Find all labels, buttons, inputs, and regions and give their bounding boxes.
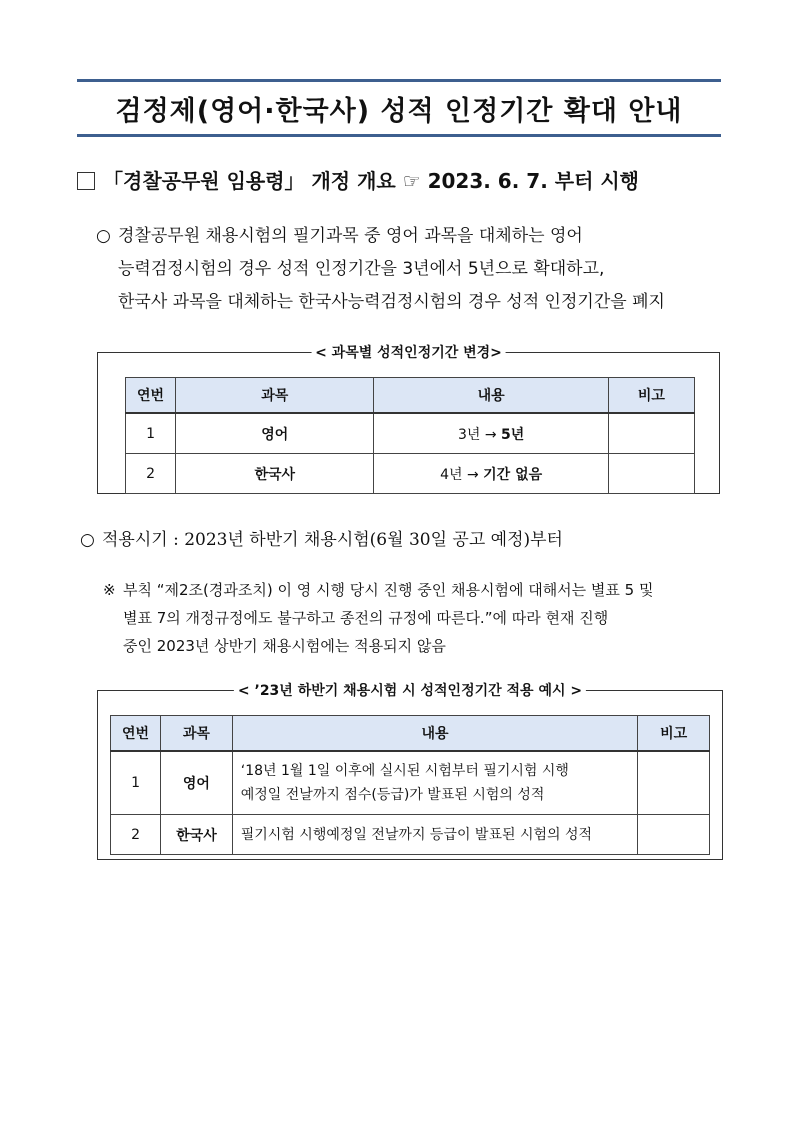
table-header-row [126, 378, 695, 414]
title-bar [77, 79, 721, 137]
content-line: 필기시험 시행예정일 전날까지 등급이 발표된 시험의 성적 [240, 826, 593, 843]
content-plain: 4년 → [440, 466, 484, 483]
cell-content [374, 413, 608, 454]
overview-line: 한국사 과목을 대체하는 한국사능력검정시험의 경우 성적 인정기간을 폐지 [118, 292, 665, 312]
timing-paragraph [80, 524, 706, 557]
section-heading-text: 「경찰공무원 임용령」 개정 개요 ☞ 2023. 6. 7. 부터 시행 [103, 169, 640, 193]
application-example-table [110, 715, 710, 855]
checkbox-icon [77, 172, 95, 190]
overview-paragraph [96, 220, 722, 319]
cell-no: 2 [111, 815, 161, 855]
cell-no: 1 [111, 751, 161, 815]
table2-caption: < ’23년 하반기 채용시험 시 성적인정기간 적용 예시 > [234, 680, 586, 700]
cell-note [608, 454, 694, 494]
cell-content [374, 454, 608, 494]
circle-bullet-icon: ○ [80, 530, 95, 550]
content-line: 예정일 전날까지 점수(등급)가 발표된 시험의 성적 [240, 787, 545, 803]
reference-mark-icon: ※ [103, 581, 116, 599]
page-title: 검정제(영어·한국사) 성적 인정기간 확대 안내 [115, 95, 683, 127]
content-line: ‘18년 1월 1일 이후에 실시된 시험부터 필기시험 시행 [240, 763, 569, 779]
col-header-content: 내용 [232, 716, 638, 752]
col-header-subject: 과목 [161, 716, 233, 752]
cell-note [608, 413, 694, 454]
overview-line [96, 220, 722, 253]
overview-line-text: 경찰공무원 채용시험의 필기과목 중 영어 과목을 대체하는 영어 [118, 226, 583, 246]
note-line: 중인 2023년 상반기 채용시험에는 적용되지 않음 [123, 637, 446, 655]
cell-subject: 영어 [161, 751, 233, 815]
col-header-subject: 과목 [176, 378, 374, 414]
col-header-no: 연번 [111, 716, 161, 752]
table1-caption: < 과목별 성적인정기간 변경> [311, 342, 506, 362]
subject-period-table [125, 377, 695, 494]
cell-note [638, 815, 710, 855]
transition-note [103, 576, 723, 660]
application-example-box [97, 683, 723, 860]
table-header-row [111, 716, 710, 752]
cell-subject: 영어 [176, 413, 374, 454]
table-row [111, 751, 710, 815]
cell-content [232, 815, 638, 855]
col-header-note: 비고 [608, 378, 694, 414]
col-header-note: 비고 [638, 716, 710, 752]
col-header-content: 내용 [374, 378, 608, 414]
timing-line [80, 524, 706, 557]
note-line [103, 576, 723, 604]
overview-line: 능력검정시험의 경우 성적 인정기간을 3년에서 5년으로 확대하고, [118, 259, 605, 279]
subject-period-change-box [97, 345, 720, 494]
cell-subject: 한국사 [161, 815, 233, 855]
cell-no: 1 [126, 413, 176, 454]
note-line: 별표 7의 개정규정에도 불구하고 종전의 규정에 따른다.”에 따라 현재 진행 [123, 609, 609, 627]
content-bold: 기간 없음 [483, 466, 543, 483]
cell-subject: 한국사 [176, 454, 374, 494]
note-line-text: 부칙 “제2조(경과조치) 이 영 시행 당시 진행 중인 채용시험에 대해서는 별표 5 및 [123, 581, 654, 599]
cell-content [232, 751, 638, 815]
cell-note [638, 751, 710, 815]
cell-no: 2 [126, 454, 176, 494]
timing-text: 적용시기 : 2023년 하반기 채용시험(6월 30일 공고 예정)부터 [102, 530, 563, 550]
col-header-no: 연번 [126, 378, 176, 414]
content-bold: 5년 [501, 426, 525, 443]
section-heading [77, 165, 639, 194]
circle-bullet-icon: ○ [96, 226, 111, 246]
content-plain: 3년 → [457, 426, 501, 443]
table-row [126, 454, 695, 494]
table-row [126, 413, 695, 454]
table-row [111, 815, 710, 855]
